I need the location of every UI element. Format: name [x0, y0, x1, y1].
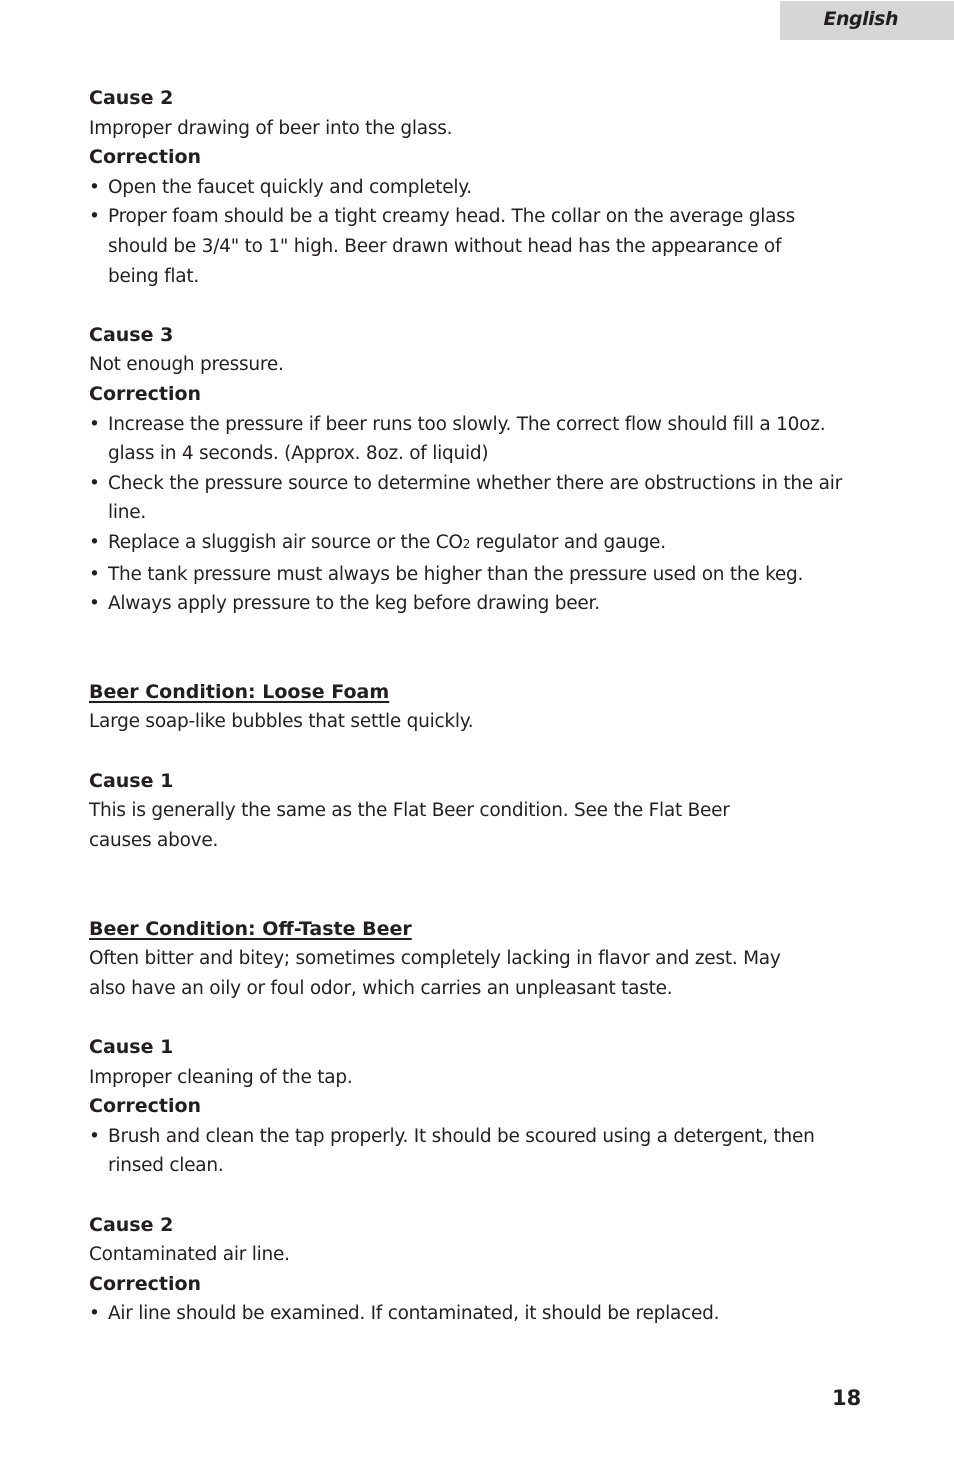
language-tab — [780, 1, 954, 40]
language-label: English — [823, 8, 898, 30]
condition-description: Often bitter and bitey; sometimes completely lacking in flavor and zest. May — [89, 948, 781, 970]
correction-bullet: • Replace a sluggish air source or the CO2 regulator and gauge. — [89, 528, 869, 560]
cause-heading: Cause 1 — [89, 769, 174, 792]
condition-title: Beer Condition: Off-Taste Beer — [89, 917, 412, 940]
correction-bullet: • Open the faucet quickly and completely. — [89, 173, 869, 203]
condition-description: Large soap-like bubbles that settle quickly. — [89, 711, 474, 733]
cause-text: Improper drawing of beer into the glass. — [89, 117, 453, 139]
page-content — [89, 84, 869, 1329]
cause-heading: Cause 1 — [89, 1036, 174, 1058]
cause-text: Not enough pressure. — [89, 354, 284, 376]
condition-description: also have an oily or foul odor, which carries an unpleasant taste. — [89, 977, 673, 999]
cause-heading: Cause 2 — [89, 1213, 174, 1236]
correction-bullet: • Check the pressure source to determine whether there are obstructions in the air line. — [89, 469, 869, 528]
correction-bullet: • Increase the pressure if beer runs too slowly. The correct flow should fill a 10oz. glass in 4 seconds. (Approx. 8oz. of liquid) — [89, 410, 869, 469]
cause-heading: Cause 2 — [89, 87, 174, 109]
cause-text: causes above. — [89, 829, 219, 851]
correction-bullet: • Proper foam should be a tight creamy head. The collar on the average glass should be 3/4" to 1" high. Beer drawn without head has the appearance of being flat. — [89, 202, 869, 291]
correction-bullet: • Brush and clean the tap properly. It should be scoured using a detergent, then rinsed clean. — [89, 1122, 869, 1181]
cause-text: Contaminated air line. — [89, 1244, 290, 1266]
correction-heading: Correction — [89, 146, 202, 169]
correction-bullet: • The tank pressure must always be higher than the pressure used on the keg. — [89, 560, 869, 590]
correction-heading: Correction — [89, 1272, 202, 1295]
cause-text: Improper cleaning of the tap. — [89, 1066, 353, 1088]
correction-heading: Correction — [89, 1095, 202, 1118]
condition-title: Beer Condition: Loose Foam — [89, 680, 390, 703]
page-number: 18 — [832, 1386, 862, 1410]
cause-text: This is generally the same as the Flat Beer condition. See the Flat Beer — [89, 800, 730, 822]
cause-heading: Cause 3 — [89, 323, 174, 346]
correction-heading: Correction — [89, 382, 202, 405]
correction-bullet: • Air line should be examined. If contaminated, it should be replaced. — [89, 1299, 869, 1329]
correction-bullet: • Always apply pressure to the keg before drawing beer. — [89, 589, 869, 619]
